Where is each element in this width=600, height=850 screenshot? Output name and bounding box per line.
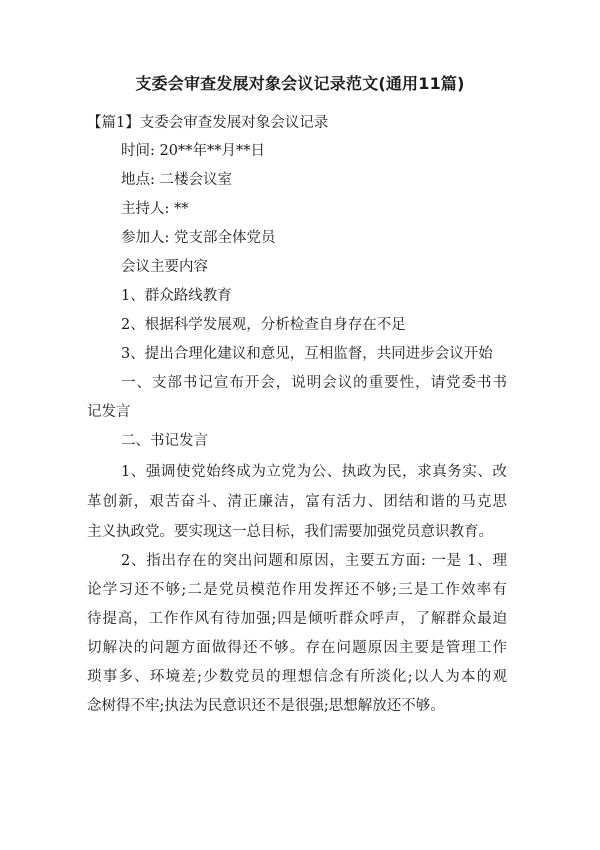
section-heading: 【篇1】支委会审查发展对象会议记录 <box>87 115 329 131</box>
part2-heading: 二、书记发言 <box>121 433 208 449</box>
para1-line: 主义执政党。要实现这一总目标，我们需要加强党员意识教育。 <box>87 524 493 540</box>
part1-line: 一、支部书记宣布开会，说明会议的重要性，请党委书书 <box>121 375 507 391</box>
para2-line: 待提高，工作作风有待加强;四是倾听群众呼声，了解群众最迫 <box>87 611 507 627</box>
para2-line: 念树得不牢;执法为民意识还不是很强;思想解放还不够。 <box>87 698 445 714</box>
meeting-place: 地点: 二楼会议室 <box>121 172 232 188</box>
agenda-item: 3、提出合理化建议和意见，互相监督，共同进步会议开始 <box>121 346 493 362</box>
meeting-time: 时间: 20**年**月**日 <box>121 143 265 159</box>
para2-line: 2、指出存在的突出问题和原因，主要五方面: 一是 1、理 <box>121 553 507 569</box>
agenda-heading: 会议主要内容 <box>121 259 208 275</box>
agenda-item: 1、群众路线教育 <box>121 288 232 304</box>
para1-line: 革创新，艰苦奋斗、清正廉洁，富有活力、团结和谐的马克思 <box>87 494 507 510</box>
agenda-item: 2、根据科学发展观，分析检查自身存在不足 <box>121 317 406 333</box>
document-title: 支委会审查发展对象会议记录范文(通用11篇) <box>135 74 465 93</box>
para2-line: 琐事多、环境差;少数党员的理想信念有所淡化;以人为本的观 <box>87 669 507 685</box>
para2-line: 切解决的问题方面做得还不够。存在问题原因主要是管理工作 <box>87 640 507 656</box>
para1-line: 1、强调使党始终成为立党为公、执政为民，求真务实、改 <box>121 464 507 480</box>
meeting-attendees: 参加人: 党支部全体党员 <box>121 230 276 246</box>
part1-line: 记发言 <box>87 404 131 420</box>
meeting-host: 主持人: ** <box>121 201 189 217</box>
para2-line: 论学习还不够;二是党员模范作用发挥还不够;三是工作效率有 <box>87 582 507 598</box>
